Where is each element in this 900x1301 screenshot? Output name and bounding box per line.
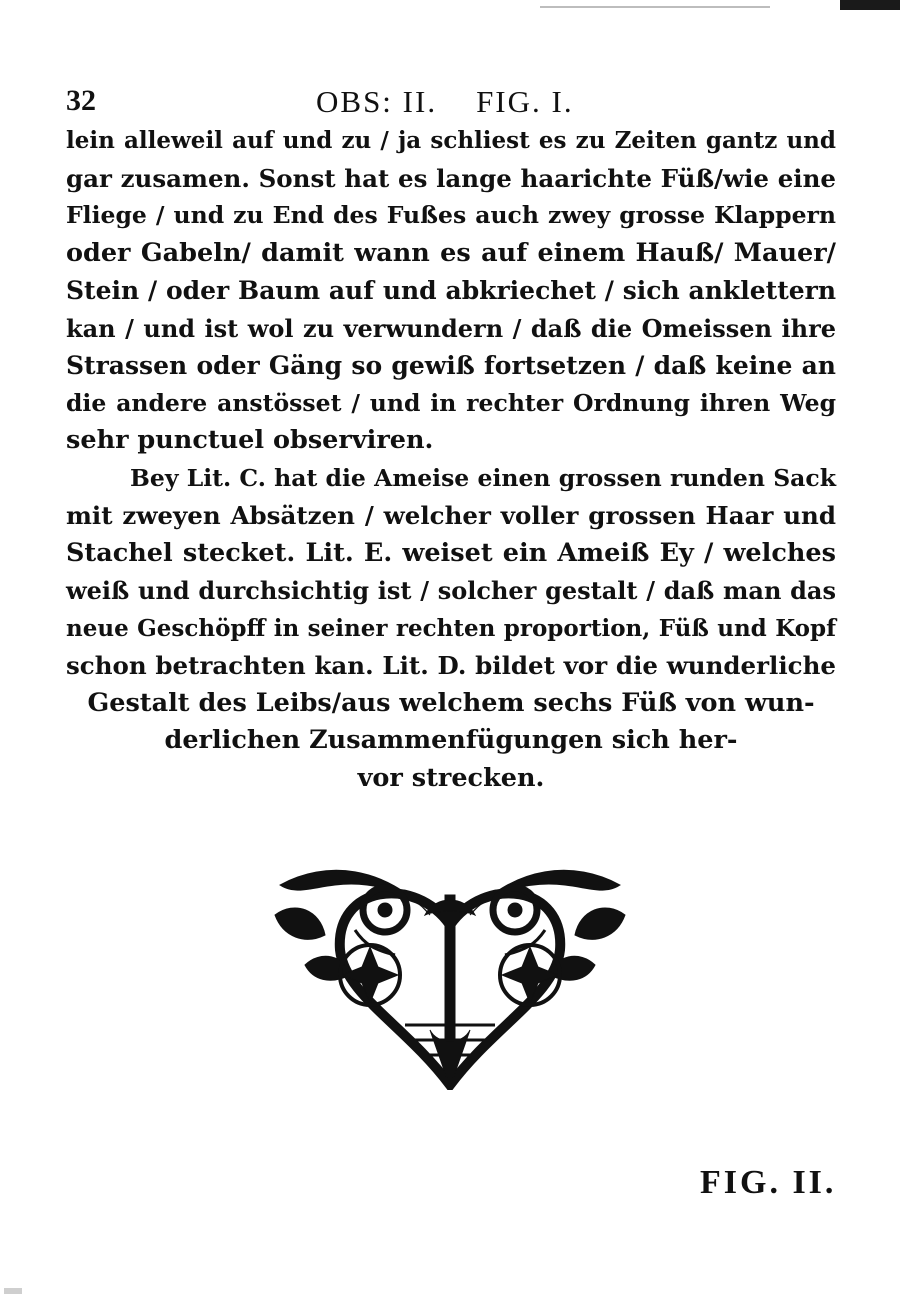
floral-vignette-icon (265, 855, 635, 1090)
text-line: kan / und ist wol zu verwundern / daß die Omeissen ihre (66, 313, 836, 343)
text-line: oder Gabeln/ damit wann es auf einem Hauß/ Mauer/ (66, 237, 836, 268)
text-line: mit zweyen Absätzen / welcher voller grossen Haar und (66, 501, 836, 530)
text-line: vor strecken. (357, 762, 545, 793)
text-line: weiß und durchsichtig ist / solcher gestalt / daß man das (66, 576, 836, 605)
text-line: gar zusamen. Sonst hat es lange haarichte Füß/wie eine (66, 163, 836, 193)
text-line: lein alleweil auf und zu / ja schliest es zu Zeiten gantz und (66, 127, 836, 154)
text-line: schon betrachten kan. Lit. D. bildet vor die wunderliche (66, 651, 836, 680)
text-line: Fliege / und zu End des Fußes auch zwey grosse Klappern (66, 201, 836, 229)
text-line: Bey Lit. C. hat die Ameise einen grossen runden Sack (130, 463, 836, 492)
page-header (66, 82, 826, 122)
text-line: sehr punctuel observiren. (66, 425, 434, 455)
text-line: Gestalt des Leibs/aus welchem sechs Füß von wun- (87, 687, 815, 718)
text-line: Stein / oder Baum auf und abkriechet / sich anklettern (66, 276, 836, 305)
scan-speck (4, 1288, 22, 1294)
text-line: neue Geschöpff in seiner rechten proportion, Füß und Kopf (66, 614, 836, 642)
page-number: 32 (66, 84, 96, 117)
text-line: die andere anstösset / und in rechter Ordnung ihren Weg (66, 388, 836, 417)
scan-edge-mark (840, 0, 900, 10)
text-line: Stachel stecket. Lit. E. weiset ein Ameiß Ey / welches (66, 537, 836, 568)
body-text (66, 122, 836, 797)
text-line: Strassen oder Gäng so gewiß fortsetzen / daß keine an (66, 351, 836, 380)
next-figure-label: FIG. II. (700, 1164, 837, 1201)
text-line: derlichen Zusammenfügungen sich her- (164, 725, 738, 755)
running-title: OBS: II. FIG. I. (316, 84, 574, 119)
scan-edge-line (540, 6, 770, 8)
